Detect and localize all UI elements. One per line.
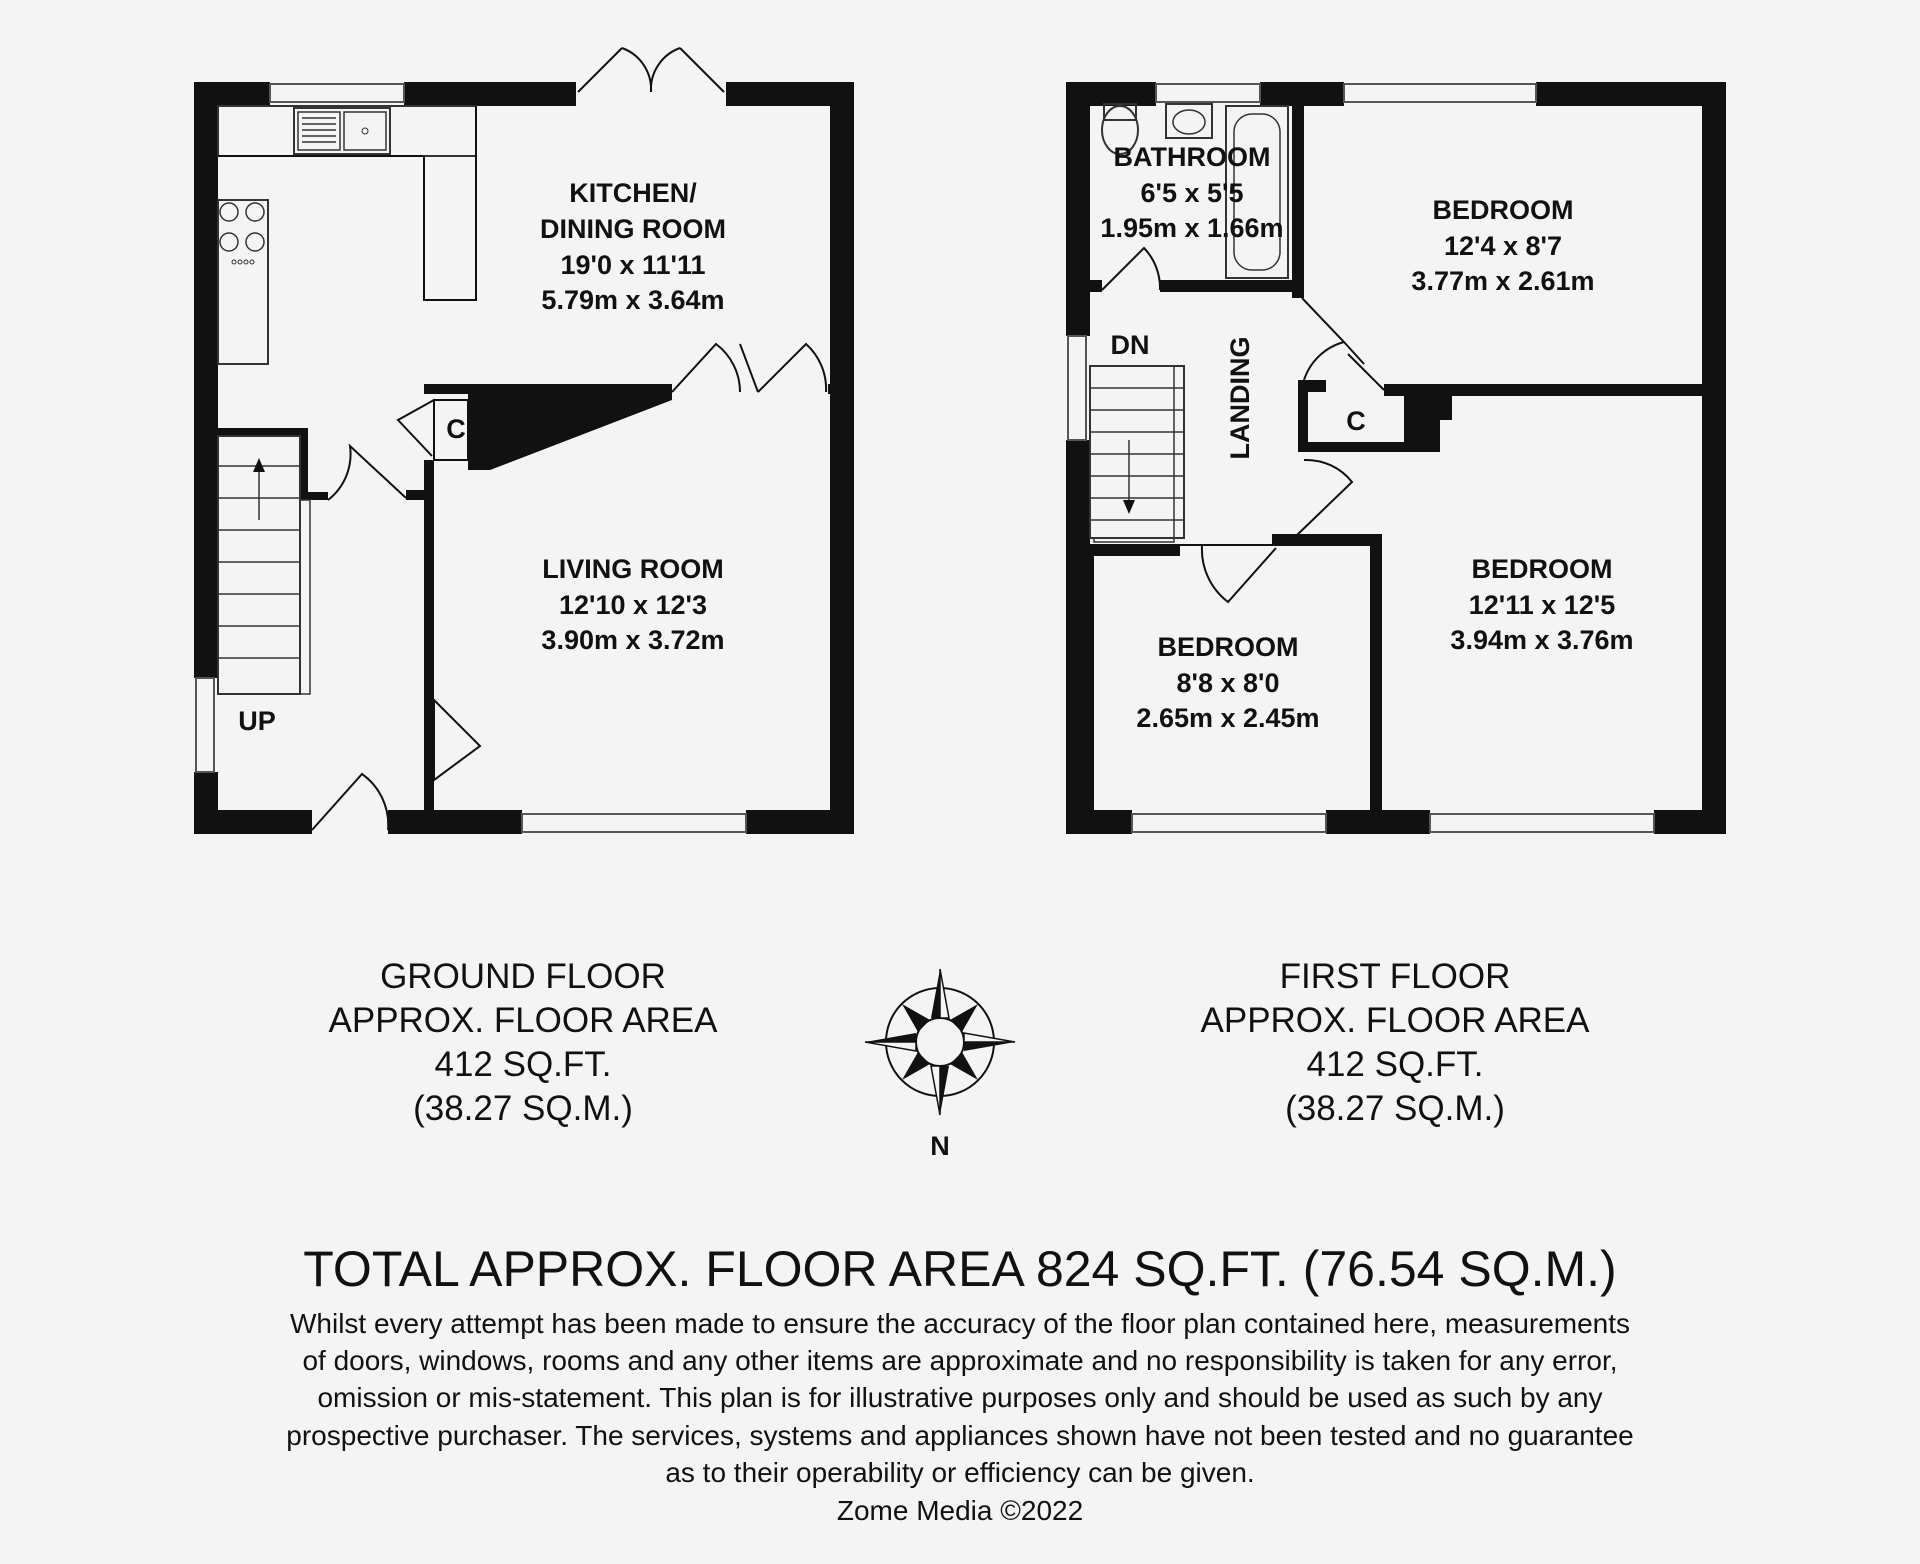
disclaimer-line-1: Whilst every attempt has been made to ensure the accuracy of the floor plan contained here, measurements <box>289 1308 1631 1339</box>
first-floor-title: FIRST FLOOR <box>1279 957 1511 996</box>
compass-rose-icon <box>865 969 1015 1115</box>
kitchen-metric: 5.79m x 3.64m <box>541 285 725 315</box>
window <box>196 678 214 772</box>
disclaimer-line-3: omission or mis-statement. This plan is for illustrative purposes only and should be used as such by any <box>317 1382 1603 1413</box>
window <box>1430 814 1654 832</box>
stairs-down-label: DN <box>1110 330 1150 360</box>
window <box>1344 84 1536 102</box>
living-room-metric: 3.90m x 3.72m <box>541 625 725 655</box>
bedroom-right-name: BEDROOM <box>1471 554 1613 584</box>
ground-floor-area-label: APPROX. FLOOR AREA <box>328 1001 718 1040</box>
compass-north-label: N <box>930 1131 950 1161</box>
landing-label: LANDING <box>1225 336 1255 460</box>
bedroom-right-metric: 3.94m x 3.76m <box>1450 625 1634 655</box>
bedroom-right-imperial: 12'11 x 12'5 <box>1468 590 1616 620</box>
bedroom-small-name: BEDROOM <box>1157 632 1299 662</box>
disclaimer-line-4: prospective purchaser. The services, systems and appliances shown have not been tested and no guarantee <box>286 1420 1634 1451</box>
first-floor-sqft: 412 SQ.FT. <box>1306 1045 1484 1084</box>
bedroom-small-imperial: 8'8 x 8'0 <box>1176 668 1280 698</box>
disclaimer-line-5: as to their operability or efficiency can be given. <box>665 1457 1255 1488</box>
bedroom-top-name: BEDROOM <box>1432 195 1574 225</box>
window <box>522 814 746 832</box>
window <box>270 84 404 102</box>
kitchen-name-line2: DINING ROOM <box>540 214 726 244</box>
disclaimer-line-2: of doors, windows, rooms and any other items are approximate and no responsibility is taken for any error, <box>302 1345 1618 1376</box>
ground-floor-plan <box>194 48 854 834</box>
first-floor-area-label: APPROX. FLOOR AREA <box>1200 1001 1590 1040</box>
bedroom-top-imperial: 12'4 x 8'7 <box>1444 231 1562 261</box>
bathroom-name: BATHROOM <box>1113 142 1271 172</box>
copyright: Zome Media ©2022 <box>836 1495 1084 1526</box>
first-floor-sqm: (38.27 SQ.M.) <box>1285 1089 1505 1128</box>
kitchen-imperial: 19'0 x 11'11 <box>560 250 706 280</box>
ground-floor-title: GROUND FLOOR <box>380 957 666 996</box>
bathroom-imperial: 6'5 x 5'5 <box>1140 178 1244 208</box>
living-room-imperial: 12'10 x 12'3 <box>559 590 707 620</box>
window <box>1068 336 1086 440</box>
bathroom-metric: 1.95m x 1.66m <box>1100 213 1284 243</box>
kitchen-name-line1: KITCHEN/ <box>569 178 697 208</box>
total-floor-area: TOTAL APPROX. FLOOR AREA 824 SQ.FT. (76.54 SQ.M.) <box>303 1241 1617 1297</box>
bedroom-top-metric: 3.77m x 2.61m <box>1411 266 1595 296</box>
window <box>1132 814 1326 832</box>
window <box>1156 84 1260 102</box>
ground-cupboard-label: C <box>446 414 466 444</box>
ground-floor-sqft: 412 SQ.FT. <box>434 1045 612 1084</box>
ground-floor-sqm: (38.27 SQ.M.) <box>413 1089 633 1128</box>
first-cupboard-label: C <box>1346 406 1366 436</box>
bedroom-small-metric: 2.65m x 2.45m <box>1136 703 1320 733</box>
living-room-name: LIVING ROOM <box>542 554 724 584</box>
stairs-up-label: UP <box>238 706 276 736</box>
